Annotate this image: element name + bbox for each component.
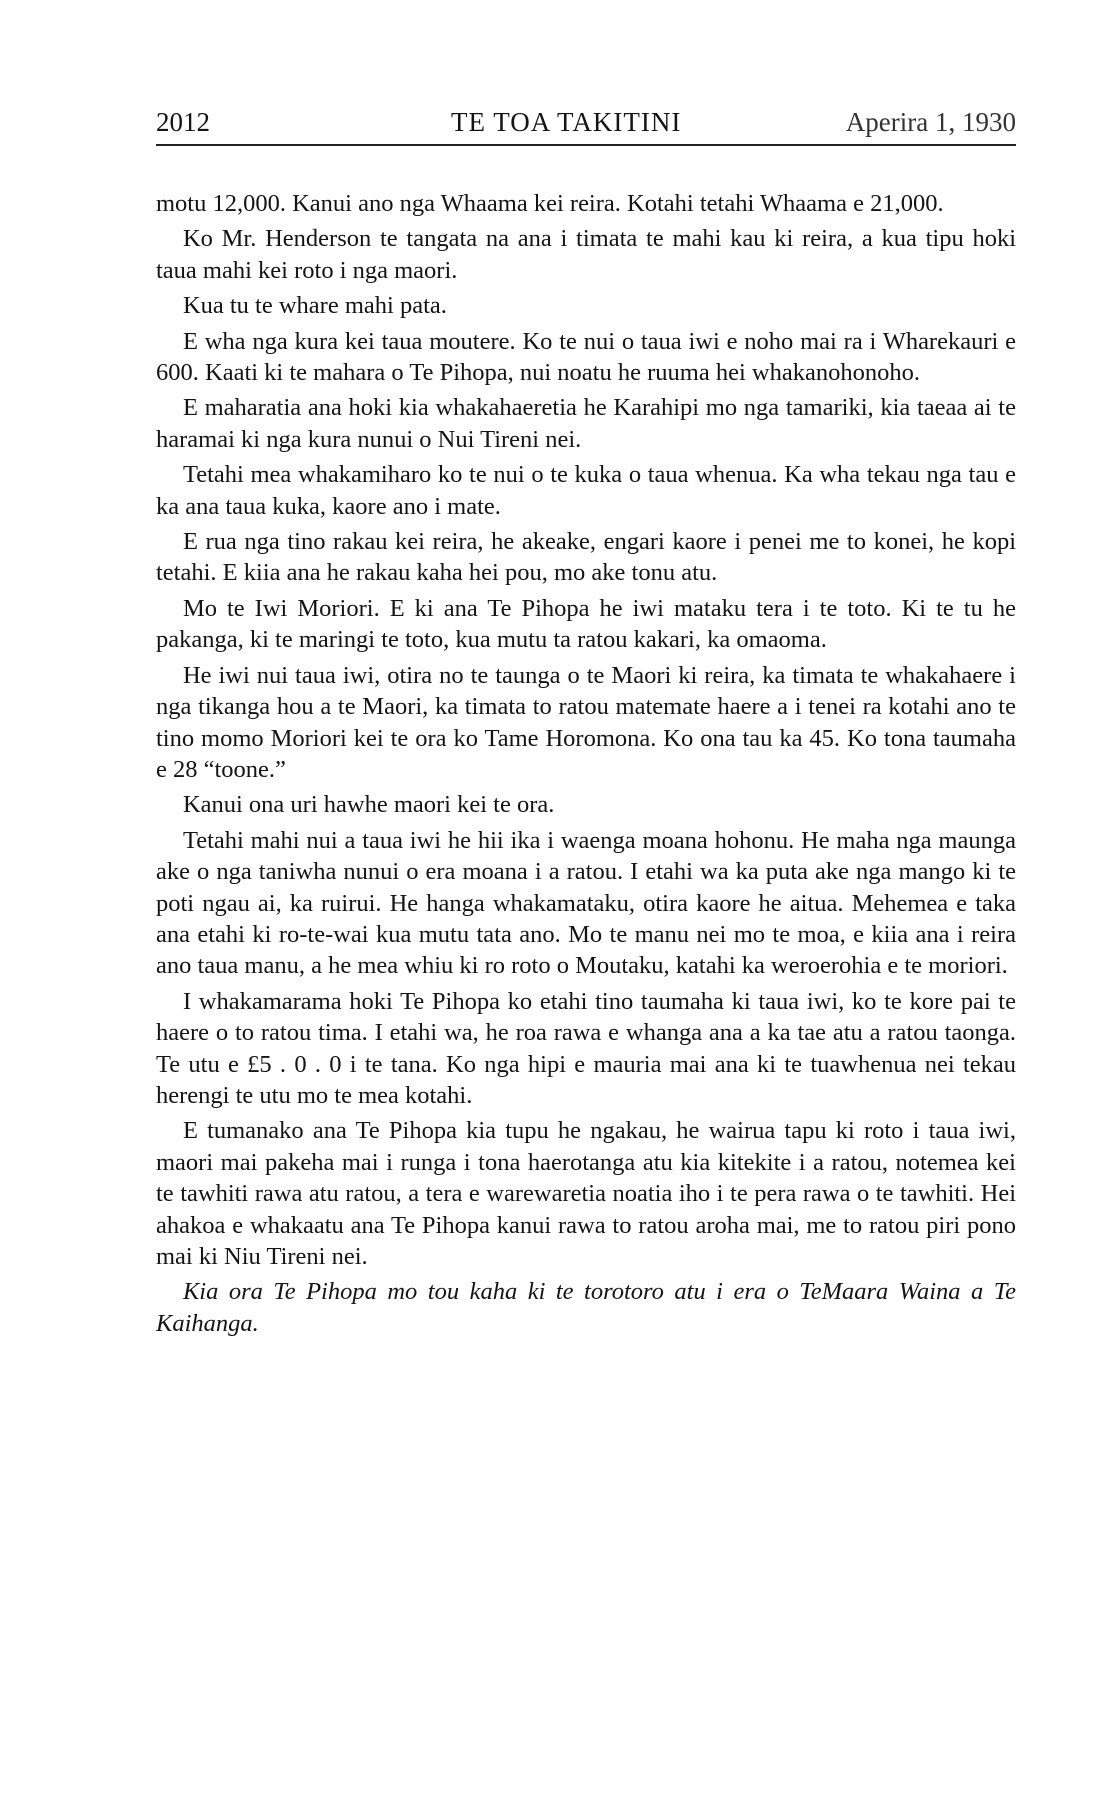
- paragraph: Kanui ona uri hawhe maori kei te ora.: [182, 791, 555, 819]
- paragraph: Tetahi mea whakamiharo ko te nui o te kuka o taua whenua. Ka wha tekau nga tau e ka ana taua kuka, kaore ano i mate.: [156, 461, 1016, 520]
- issue-date: Aperira 1, 1930: [845, 107, 1016, 137]
- page-header: [156, 108, 1016, 148]
- paragraph: I whakamarama hoki Te Pihopa ko etahi tino taumaha ki taua iwi, ko te kore pai te haere o to ratou tima. I etahi wa, he roa rawa e whanga ana a ka tae atu a ratou taonga. Te utu e £5 . 0 . 0 i te tana. Ko nga hipi e mauria mai ana ki te tuawhenua nei tekau herengi te utu mo te mea kotahi.: [156, 987, 1016, 1109]
- paragraph: E maharatia ana hoki kia whakahaeretia he Karahipi mo nga tamariki, kia taeaa ai te haramai ki nga kura nunui o Nui Tireni nei.: [156, 394, 1016, 453]
- paragraph: E rua nga tino rakau kei reira, he akeake, engari kaore i penei me to konei, he kopi tetahi. E kiia ana he rakau kaha hei pou, mo ake tonu atu.: [156, 528, 1016, 587]
- paragraph: Kua tu te whare mahi pata.: [182, 292, 447, 320]
- paragraph: Mo te Iwi Moriori. E ki ana Te Pihopa he iwi mataku tera i te toto. Ki te tu he pakanga, ki te maringi te toto, kua mutu ta ratou kakari, ka omaoma.: [156, 594, 1016, 654]
- paragraph: Ko Mr. Henderson te tangata na ana i timata te mahi kau ki reira, a kua tipu hoki taua mahi kei roto i nga maori.: [156, 225, 1016, 284]
- closing-italic-line: Kia ora Te Pihopa mo tou kaha ki te torotoro atu i era o TeMaara Waina a Te Kaihanga.: [156, 1278, 1016, 1337]
- paragraph: E tumanako ana Te Pihopa kia tupu he ngakau, he wairua tapu ki roto i taua iwi, maori mai pakeha mai i runga i tona haerotanga atu kia kitekite i a ratou, notemea kei te tawhiti rawa atu ratou, a tera e warewaretia noatia iho i te pera rawa o te tawhiti. Hei ahakoa e whakaatu ana Te Pihopa kanui rawa to ratou aroha mai, me to ratou piri pono mai ki Niu Tireni nei.: [156, 1117, 1016, 1270]
- paragraph: Tetahi mahi nui a taua iwi he hii ika i waenga moana hohonu. He maha nga maunga ake o nga taniwha nunui o era moana i a ratou. I etahi wa ka puta ake nga mango ki te poti ngau ai, ka ruirui. He hanga whakamataku, otira kaore he aitua. Mehemea e taka ana etahi ki ro-te-wai kua mutu tata ano. Mo te manu nei mo te moa, e kiia ana i reira ano taua manu, a he mea whiu ki ro roto o Moutaku, katahi ka weroerohia e te moriori.: [156, 826, 1016, 980]
- journal-title: TE TOA TAKITINI: [451, 107, 682, 137]
- page-number: 2012: [156, 107, 210, 137]
- header-rule: [156, 144, 1016, 146]
- paragraph: motu 12,000. Kanui ano nga Whaama kei reira. Kotahi tetahi Whaama e 21,000.: [156, 190, 944, 217]
- paragraph: E wha nga kura kei taua moutere. Ko te nui o taua iwi e noho mai ra i Wharekauri e 600. Kaati ki te mahara o Te Pihopa, nui noatu he ruuma hei whakanohonoho.: [156, 327, 1016, 387]
- article-body: [156, 188, 1016, 1339]
- paragraph: He iwi nui taua iwi, otira no te taunga o te Maori ki reira, ka timata te whakahaere i nga tikanga hou a te Maori, ka timata to ratou matemate haere a i tenei ra kotahi ano te tino momo Moriori kei te ora ko Tame Horomona. Ko ona tau ka 45. Ko tona taumaha e 28 “toone.”: [156, 661, 1016, 783]
